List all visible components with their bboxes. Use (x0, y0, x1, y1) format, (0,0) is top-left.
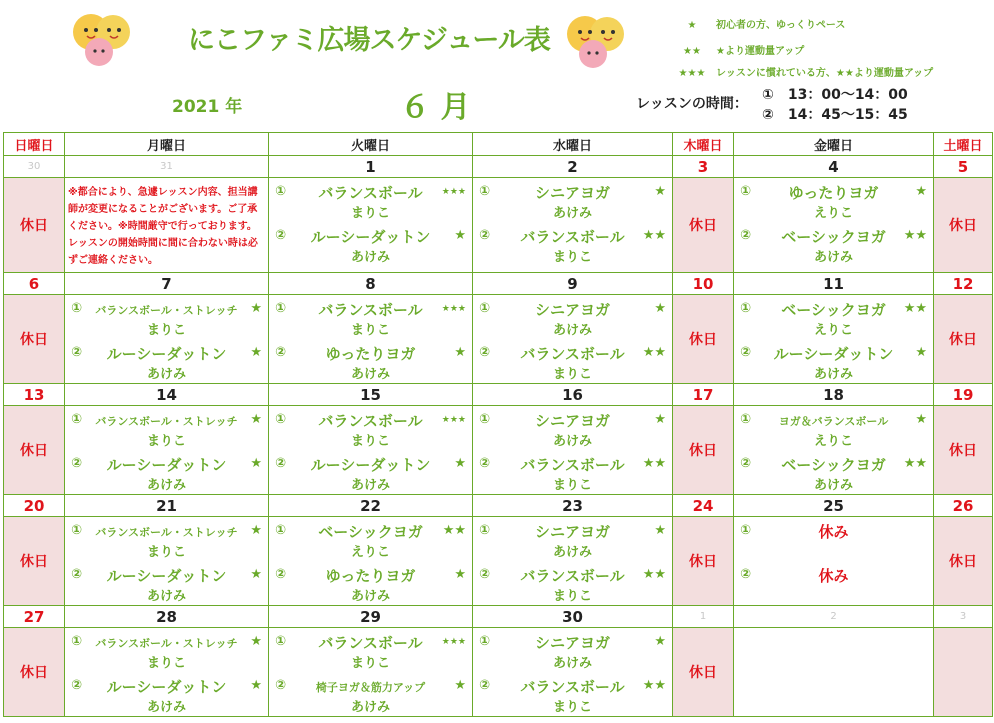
day-cell-tue (269, 178, 473, 273)
lesson-row (4, 178, 993, 273)
teacher-name: えりこ (813, 206, 853, 221)
star-rating: ★★ (642, 678, 666, 693)
lesson-name: バランスボール (520, 228, 625, 246)
date-number: 10 (673, 273, 734, 295)
lesson-name: ゆったりヨガ (325, 345, 416, 363)
lesson-name: ルーシーダットン (106, 345, 227, 363)
slot-number: ② (275, 345, 287, 360)
slot-number: ① (479, 523, 491, 538)
lesson-row (4, 517, 993, 606)
lesson-slot (734, 339, 933, 383)
date-number: 28 (65, 606, 269, 628)
teacher-name: まりこ (146, 545, 186, 560)
day-cell-tue (269, 628, 473, 717)
teacher-name: あけみ (350, 250, 390, 265)
star-rating: ★ (250, 301, 262, 316)
star-rating: ★★ (903, 456, 927, 471)
star-rating: ★★ (642, 456, 666, 471)
teacher-name: まりこ (350, 206, 390, 221)
star-rating: ★ (250, 345, 262, 360)
teacher-name: まりこ (350, 323, 390, 338)
lesson-name: シニアヨガ (534, 301, 610, 319)
slot-number: ② (479, 567, 491, 582)
teacher-name: あけみ (350, 700, 390, 715)
lesson-name: バランスボール (318, 301, 423, 319)
star-rating: ★★ (903, 301, 927, 316)
lesson-name: ゆったりヨガ (788, 184, 879, 202)
lesson-name: ベーシックヨガ (781, 228, 886, 246)
teacher-name: あけみ (146, 478, 186, 493)
date-number: 3 (673, 156, 734, 178)
lesson-name: バランスボール (520, 456, 625, 474)
lesson-name: バランスボール (520, 567, 625, 585)
star-rating: ★★★ (678, 68, 706, 79)
lesson-name: バランスボール・ストレッチ (95, 304, 238, 317)
star-rating: ★ (454, 567, 466, 582)
date-row (4, 156, 993, 178)
date-number: 5 (934, 156, 993, 178)
date-number: 2 (473, 156, 673, 178)
date-number: 14 (65, 384, 269, 406)
teacher-name: あけみ (146, 700, 186, 715)
date-number: 17 (673, 384, 734, 406)
date-number: 24 (673, 495, 734, 517)
lesson-slot (269, 450, 472, 494)
slot-number: ① (740, 523, 752, 538)
holiday-cell: 休日 (4, 628, 65, 717)
lesson-time-label: レッスンの時間： (636, 96, 748, 112)
lesson-slot (473, 517, 672, 561)
teacher-name: あけみ (146, 589, 186, 604)
slot-number: ① (71, 301, 83, 316)
star-rating: ★ (687, 20, 697, 31)
date-number: 25 (734, 495, 934, 517)
lesson-slot (734, 406, 933, 450)
teacher-name: あけみ (350, 478, 390, 493)
lesson-name: ルーシーダットン (106, 567, 227, 585)
slot-number: ② (740, 345, 752, 360)
star-rating: ★★ (442, 523, 466, 538)
lesson-name: バランスボール・ストレッチ (95, 637, 238, 650)
star-rating: ★ (454, 228, 466, 243)
teacher-name: あけみ (350, 367, 390, 382)
slot-number: ② (275, 228, 287, 243)
teacher-name: まりこ (552, 478, 592, 493)
lesson-name: シニアヨガ (534, 634, 610, 652)
date-number: 29 (269, 606, 473, 628)
lesson-name: シニアヨガ (534, 412, 610, 430)
lesson-row (4, 295, 993, 384)
slot-number: ① (479, 412, 491, 427)
slot-number: ② (740, 567, 752, 582)
slot-number: ② (71, 456, 83, 471)
schedule-calendar (3, 132, 993, 717)
date-number: 12 (934, 273, 993, 295)
teacher-name: まりこ (146, 434, 186, 449)
holiday-cell: 休日 (4, 178, 65, 273)
slot-number: ② (275, 678, 287, 693)
date-row (4, 273, 993, 295)
slot-number: ① (275, 634, 287, 649)
holiday-cell: 休日 (673, 406, 734, 495)
lesson-slot (269, 339, 472, 383)
holiday-cell: 休日 (4, 295, 65, 384)
lesson-name: 椅子ヨガ＆筋力アップ (315, 681, 426, 694)
star-rating: ★ (654, 184, 666, 199)
day-cell-wed (473, 517, 673, 606)
date-number: 15 (269, 384, 473, 406)
teacher-name: あけみ (552, 206, 592, 221)
slot-number: ① (740, 301, 752, 316)
lesson-name: バランスボール (520, 345, 625, 363)
star-rating: ★ (250, 412, 262, 427)
lesson-slot (269, 517, 472, 561)
day-cell-tue (269, 517, 473, 606)
lesson-name: ベーシックヨガ (781, 301, 886, 319)
lesson-slot (473, 628, 672, 672)
weekday-sun: 日曜日 (4, 133, 65, 156)
date-number: 13 (4, 384, 65, 406)
star-rating: ★ (454, 678, 466, 693)
slot-number: ② (479, 456, 491, 471)
teacher-name: まりこ (552, 367, 592, 382)
lesson-name: シニアヨガ (534, 184, 610, 202)
star-rating: ★ (915, 412, 927, 427)
weekday-header-row (4, 133, 993, 156)
teacher-name: あけみ (813, 478, 853, 493)
day-cell-mon (65, 628, 269, 717)
day-cell-wed (473, 406, 673, 495)
star-rating: ★ (250, 567, 262, 582)
slot-number: ① (71, 634, 83, 649)
teacher-name: あけみ (813, 367, 853, 382)
lesson-time-2: ② 14：45～15：45 (762, 107, 908, 123)
teacher-name: あけみ (552, 656, 592, 671)
slot-number: ② (275, 456, 287, 471)
holiday-cell: 休日 (934, 178, 993, 273)
slot-number: ① (479, 184, 491, 199)
slot-number: ② (275, 567, 287, 582)
date-number: 11 (734, 273, 934, 295)
lesson-slot (734, 295, 933, 339)
star-rating: ★ (454, 456, 466, 471)
slot-number: ① (275, 412, 287, 427)
star-rating: ★ (250, 678, 262, 693)
date-number: 19 (934, 384, 993, 406)
lesson-slot (65, 628, 268, 672)
slot-number: ① (275, 184, 287, 199)
holiday-cell (934, 628, 993, 717)
lesson-slot (65, 450, 268, 494)
weekday-thu: 木曜日 (673, 133, 734, 156)
teacher-name: あけみ (552, 434, 592, 449)
holiday-cell: 休日 (934, 406, 993, 495)
star-rating: ★ (915, 345, 927, 360)
teacher-name: まりこ (552, 250, 592, 265)
lesson-slot (269, 178, 472, 222)
holiday-cell: 休日 (934, 517, 993, 606)
slot-number: ② (71, 567, 83, 582)
teacher-name: あけみ (813, 250, 853, 265)
lesson-slot (473, 339, 672, 383)
slot-number: ② (479, 228, 491, 243)
lesson-slot (473, 406, 672, 450)
legend-text: ★より運動量アップ (716, 46, 805, 57)
date-row (4, 606, 993, 628)
lesson-name: ルーシーダットン (310, 228, 431, 246)
date-row (4, 384, 993, 406)
star-rating: ★★★ (441, 415, 466, 425)
weekday-mon: 月曜日 (65, 133, 269, 156)
holiday-cell: 休日 (4, 517, 65, 606)
lesson-slot (65, 561, 268, 605)
lesson-name: ルーシーダットン (106, 456, 227, 474)
date-number: 8 (269, 273, 473, 295)
holiday-cell: 休日 (673, 178, 734, 273)
day-cell-wed (473, 628, 673, 717)
slot-number: ② (71, 678, 83, 693)
star-rating: ★ (915, 184, 927, 199)
teacher-name: あけみ (552, 545, 592, 560)
holiday-cell: 休日 (673, 295, 734, 384)
star-rating: ★ (654, 412, 666, 427)
date-number: 3 (934, 606, 993, 628)
lesson-name: バランスボール (318, 184, 423, 202)
lesson-slot (473, 178, 672, 222)
notice-text: ※都合により、急遽レッスン内容、担当講師が変更になることがございます。ご了承ください。※時間厳守で行っております。レッスンの開始時間に間に合わない時は必ずご連絡ください。 (65, 178, 269, 273)
lesson-name: ルーシーダットン (773, 345, 894, 363)
date-number: 26 (934, 495, 993, 517)
weekday-wed: 水曜日 (473, 133, 673, 156)
day-cell-fri (734, 406, 934, 495)
day-cell-mon (65, 517, 269, 606)
holiday-cell: 休日 (673, 628, 734, 717)
legend-row-1 (668, 16, 845, 31)
slot-number: ② (740, 228, 752, 243)
teacher-name: えりこ (350, 545, 390, 560)
star-rating: ★★ (903, 228, 927, 243)
lesson-row (4, 406, 993, 495)
weekday-sat: 土曜日 (934, 133, 993, 156)
teacher-name: あけみ (552, 323, 592, 338)
date-number: 16 (473, 384, 673, 406)
page-title: にこファミ広場スケジュール表 (188, 25, 550, 56)
slot-number: ② (740, 456, 752, 471)
lesson-slot (734, 561, 933, 605)
slot-number: ① (275, 523, 287, 538)
lesson-name: バランスボール (520, 678, 625, 696)
star-rating: ★★★ (441, 187, 466, 197)
star-rating: ★ (654, 634, 666, 649)
lesson-slot (734, 450, 933, 494)
slot-number: ① (71, 412, 83, 427)
star-rating: ★ (654, 523, 666, 538)
lesson-slot (473, 295, 672, 339)
lesson-slot (269, 561, 472, 605)
slot-number: ② (479, 678, 491, 693)
date-number: 1 (269, 156, 473, 178)
lesson-name: バランスボール・ストレッチ (95, 526, 238, 539)
date-number: 9 (473, 273, 673, 295)
day-cell-fri (734, 517, 934, 606)
lesson-slot (65, 672, 268, 716)
date-number: 30 (4, 156, 65, 178)
lesson-slot (65, 406, 268, 450)
date-number: 30 (473, 606, 673, 628)
lesson-name: ベーシックヨガ (318, 523, 423, 541)
date-number: 23 (473, 495, 673, 517)
day-cell-mon (65, 406, 269, 495)
lesson-slot (269, 672, 472, 716)
lesson-slot (65, 295, 268, 339)
legend-row-2 (668, 42, 804, 57)
lesson-slot (473, 450, 672, 494)
lesson-name: シニアヨガ (534, 523, 610, 541)
date-number: 22 (269, 495, 473, 517)
lesson-name: バランスボール (318, 634, 423, 652)
star-rating: ★ (250, 634, 262, 649)
teacher-name: まりこ (350, 434, 390, 449)
star-rating: ★★★ (441, 637, 466, 647)
family-logo-right (560, 12, 630, 72)
lesson-slot (473, 561, 672, 605)
date-number: 31 (65, 156, 269, 178)
star-rating: ★ (250, 523, 262, 538)
lesson-slot (65, 339, 268, 383)
slot-number: ① (479, 301, 491, 316)
legend-text: レッスンに慣れている方、★★より運動量アップ (716, 68, 934, 79)
star-rating: ★ (250, 456, 262, 471)
lesson-slot (734, 517, 933, 561)
star-rating: ★★★ (441, 304, 466, 314)
star-rating: ★★ (642, 345, 666, 360)
teacher-name: まりこ (146, 323, 186, 338)
date-number: 1 (673, 606, 734, 628)
lesson-name: ルーシーダットン (310, 456, 431, 474)
day-cell-wed (473, 295, 673, 384)
lesson-slot (269, 628, 472, 672)
slot-number: ① (479, 634, 491, 649)
date-number: 21 (65, 495, 269, 517)
teacher-name: まりこ (552, 589, 592, 604)
day-cell-fri (734, 178, 934, 273)
lesson-slot (269, 222, 472, 266)
star-rating: ★★ (642, 228, 666, 243)
lesson-slot (734, 178, 933, 222)
lesson-name: 休み (818, 567, 849, 585)
star-rating: ★★ (683, 46, 701, 57)
day-cell-tue (269, 406, 473, 495)
lesson-name: 休み (818, 523, 849, 541)
day-cell-fri (734, 628, 934, 717)
teacher-name: えりこ (813, 434, 853, 449)
date-number: 27 (4, 606, 65, 628)
lesson-slot (734, 222, 933, 266)
lesson-slot (65, 517, 268, 561)
holiday-cell: 休日 (673, 517, 734, 606)
slot-number: ① (740, 412, 752, 427)
slot-number: ① (71, 523, 83, 538)
lesson-slot (473, 222, 672, 266)
legend-text: 初心者の方、ゆっくりペース (716, 20, 846, 31)
date-number: 6 (4, 273, 65, 295)
teacher-name: えりこ (813, 323, 853, 338)
lesson-slot (269, 295, 472, 339)
date-row (4, 495, 993, 517)
teacher-name: あけみ (350, 589, 390, 604)
lesson-row (4, 628, 993, 717)
weekday-tue: 火曜日 (269, 133, 473, 156)
teacher-name: あけみ (146, 367, 186, 382)
lesson-slot (269, 406, 472, 450)
slot-number: ② (71, 345, 83, 360)
day-cell-fri (734, 295, 934, 384)
lesson-slot (473, 672, 672, 716)
lesson-name: バランスボール (318, 412, 423, 430)
month-label: ６ 月 (400, 90, 471, 125)
date-number: 20 (4, 495, 65, 517)
holiday-cell: 休日 (934, 295, 993, 384)
family-logo-left (66, 10, 136, 70)
date-number: 7 (65, 273, 269, 295)
holiday-cell: 休日 (4, 406, 65, 495)
star-rating: ★ (454, 345, 466, 360)
lesson-name: ヨガ＆バランスボール (778, 415, 889, 428)
teacher-name: まりこ (146, 656, 186, 671)
slot-number: ① (740, 184, 752, 199)
legend-row-3 (668, 64, 933, 79)
star-rating: ★★ (642, 567, 666, 582)
lesson-time-1: ① 13：00～14：00 (762, 87, 908, 103)
lesson-name: ルーシーダットン (106, 678, 227, 696)
day-cell-mon (65, 295, 269, 384)
slot-number: ② (479, 345, 491, 360)
teacher-name: まりこ (350, 656, 390, 671)
weekday-fri: 金曜日 (734, 133, 934, 156)
date-number: 2 (734, 606, 934, 628)
lesson-name: ゆったりヨガ (325, 567, 416, 585)
day-cell-tue (269, 295, 473, 384)
star-rating: ★ (654, 301, 666, 316)
slot-number: ① (275, 301, 287, 316)
lesson-name: バランスボール・ストレッチ (95, 415, 238, 428)
date-number: 4 (734, 156, 934, 178)
year-label: 2021 年 (172, 97, 243, 117)
lesson-name: ベーシックヨガ (781, 456, 886, 474)
teacher-name: まりこ (552, 700, 592, 715)
day-cell-wed (473, 178, 673, 273)
date-number: 18 (734, 384, 934, 406)
